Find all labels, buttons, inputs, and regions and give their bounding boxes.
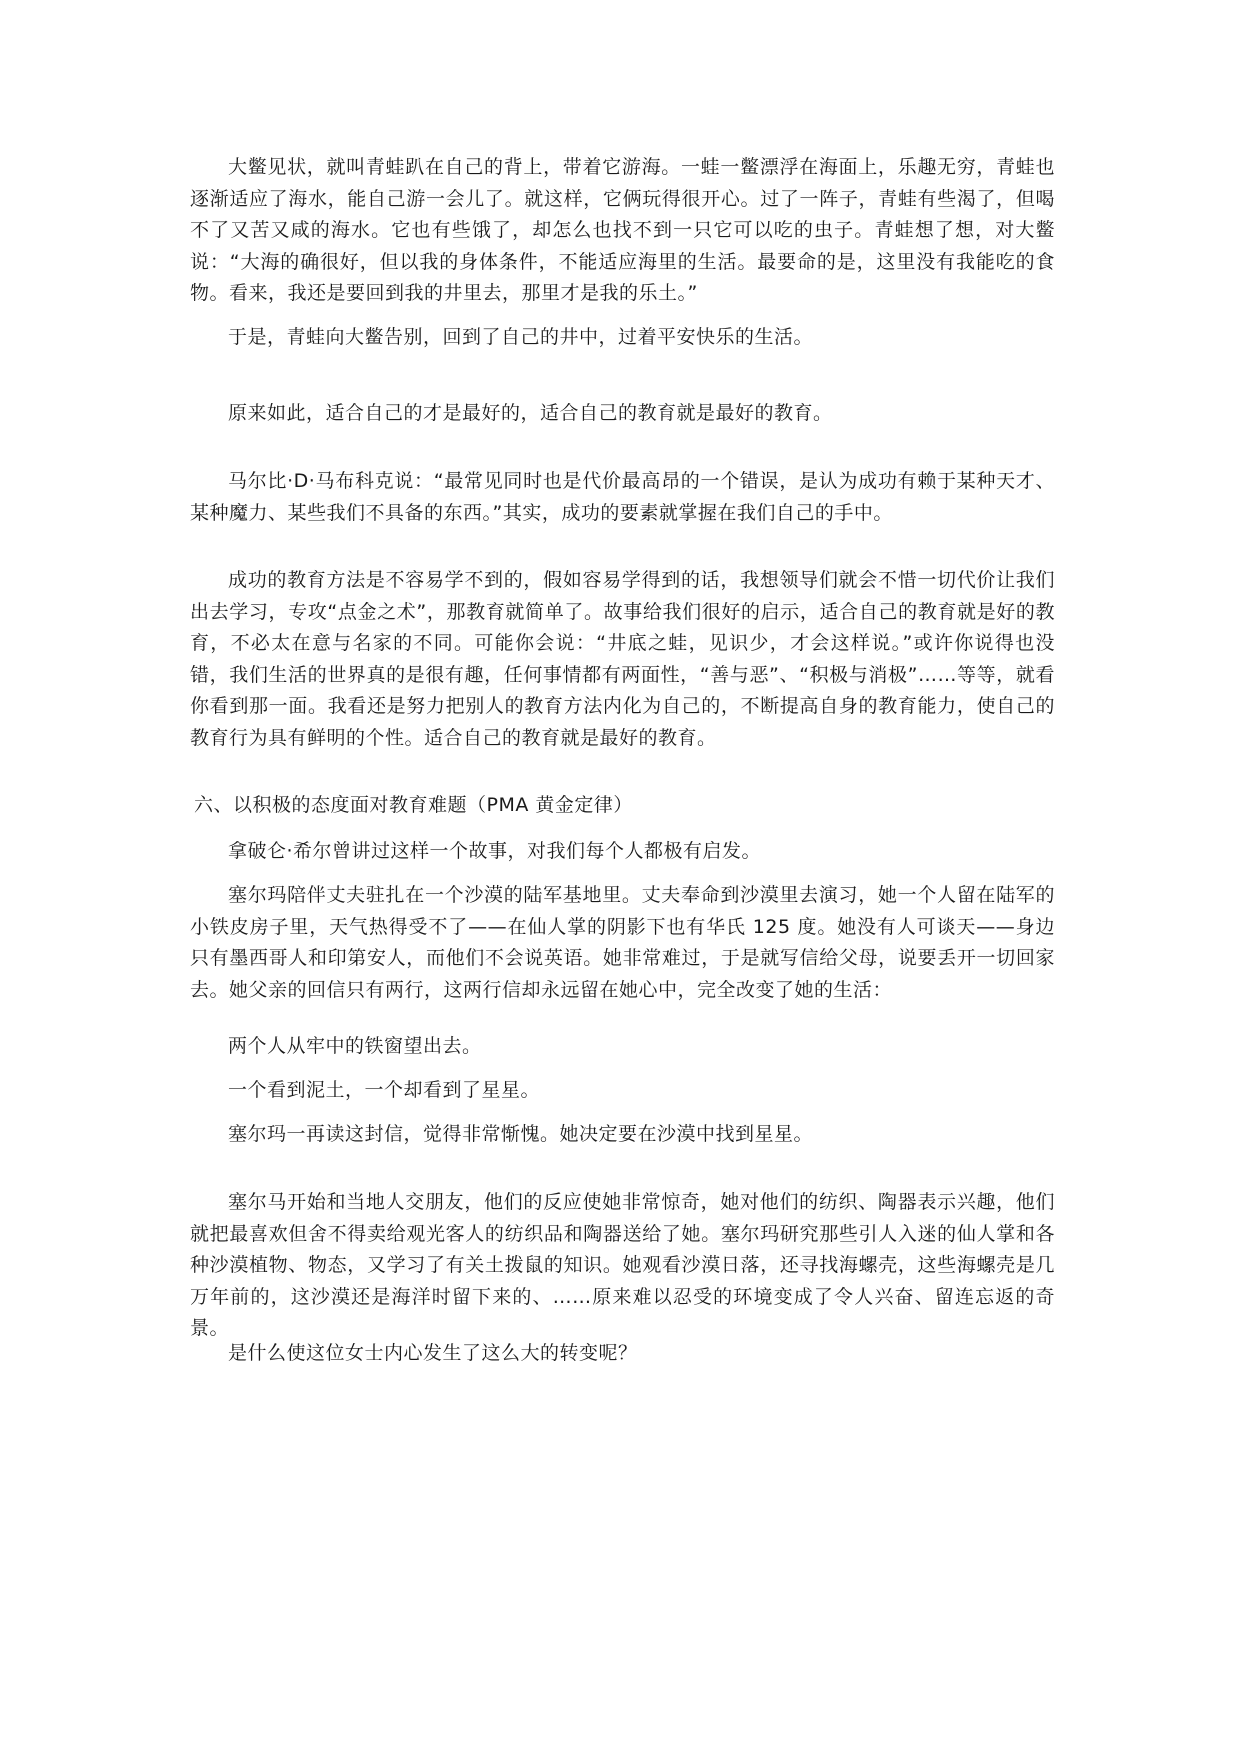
paragraph-conclusion: 原来如此，适合自己的才是最好的，适合自己的教育就是最好的教育。 (228, 402, 833, 424)
paragraph-letter-line-1: 两个人从牢中的铁窗望出去。 (228, 1035, 482, 1057)
paragraph-frog-and-turtle: 大鳖见状，就叫青蛙趴在自己的背上，带着它游海。一蛙一鳖漂浮在海面上，乐趣无穷，青蛙也逐渐适应了海水，能自己游一会儿了。就这样，它俩玩得很开心。过了一阵子，青蛙有些渴了，但喝不了又苦又咸的海水。它也有些饿了，却怎么也找不到一只它可以吃的虫子。青蛙想了想，对大鳖说：“大海的确很好，但以我的身体条件，不能适应海里的生活。最要命的是，这里没有我能吃的食物。看来，我还是要回到我的井里去，那里才是我的乐土。” (190, 156, 1055, 304)
paragraph-quote: 马尔比·D·马布科克说：“最常见同时也是代价最高昂的一个错误，是认为成功有赖于某种天才、某种魔力、某些我们不具备的东西。”其实，成功的要素就掌握在我们自己的手中。 (190, 470, 1055, 524)
paragraph-thelma-story: 塞尔玛陪伴丈夫驻扎在一个沙漠的陆军基地里。丈夫奉命到沙漠里去演习，她一个人留在陆军的小铁皮房子里，天气热得受不了——在仙人掌的阴影下也有华氏 125 度。她没有人可谈天——身边只有墨西哥人和印第安人，而他们不会说英语。她非常难过，于是就写信给父母，说要丢开一切回家去。她父亲的回信只有两行，这两行信却永远留在她心中，完全改变了她的生活： (190, 884, 1055, 1001)
paragraph-education-method: 成功的教育方法是不容易学不到的，假如容易学得到的话，我想领导们就会不惜一切代价让我们出去学习，专攻“点金之术”，那教育就简单了。故事给我们很好的启示，适合自己的教育就是好的教育，不必太在意与名家的不同。可能你会说：“井底之蛙，见识少，才会这样说。”或许你说得也没错，我们生活的世界真的是很有趣，任何事情都有两面性，“善与恶”、“积极与消极”……等等，就看你看到那一面。我看还是努力把别人的教育方法内化为自己的，不断提高自身的教育能力，使自己的教育行为具有鲜明的个性。适合自己的教育就是最好的教育。 (190, 569, 1055, 749)
paragraph-thelma-change: 塞尔马开始和当地人交朋友，他们的反应使她非常惊奇，她对他们的纺织、陶器表示兴趣，他们就把最喜欢但舍不得卖给观光客人的纺织品和陶器送给了她。塞尔玛研究那些引人入迷的仙人掌和各种沙漠植物、物态，又学习了有关土拨鼠的知识。她观看沙漠日落，还寻找海螺壳，这些海螺壳是几万年前的，这沙漠还是海洋时留下来的、……原来难以忍受的环境变成了令人兴奋、留连忘返的奇景。 (190, 1191, 1055, 1339)
paragraph-thelma-decision: 塞尔玛一再读这封信，觉得非常惭愧。她决定要在沙漠中找到星星。 (228, 1123, 814, 1145)
paragraph-letter-line-2: 一个看到泥土，一个却看到了星星。 (228, 1079, 541, 1101)
paragraph-napoleon-hill: 拿破仑·希尔曾讲过这样一个故事，对我们每个人都极有启发。 (228, 840, 762, 862)
section-heading: 六、以积极的态度面对教育难题（PMA 黄金定律） (194, 794, 633, 816)
paragraph-frog-returns: 于是，青蛙向大鳖告别，回到了自己的井中，过着平安快乐的生活。 (228, 326, 814, 348)
paragraph-question: 是什么使这位女士内心发生了这么大的转变呢？ (228, 1342, 638, 1364)
